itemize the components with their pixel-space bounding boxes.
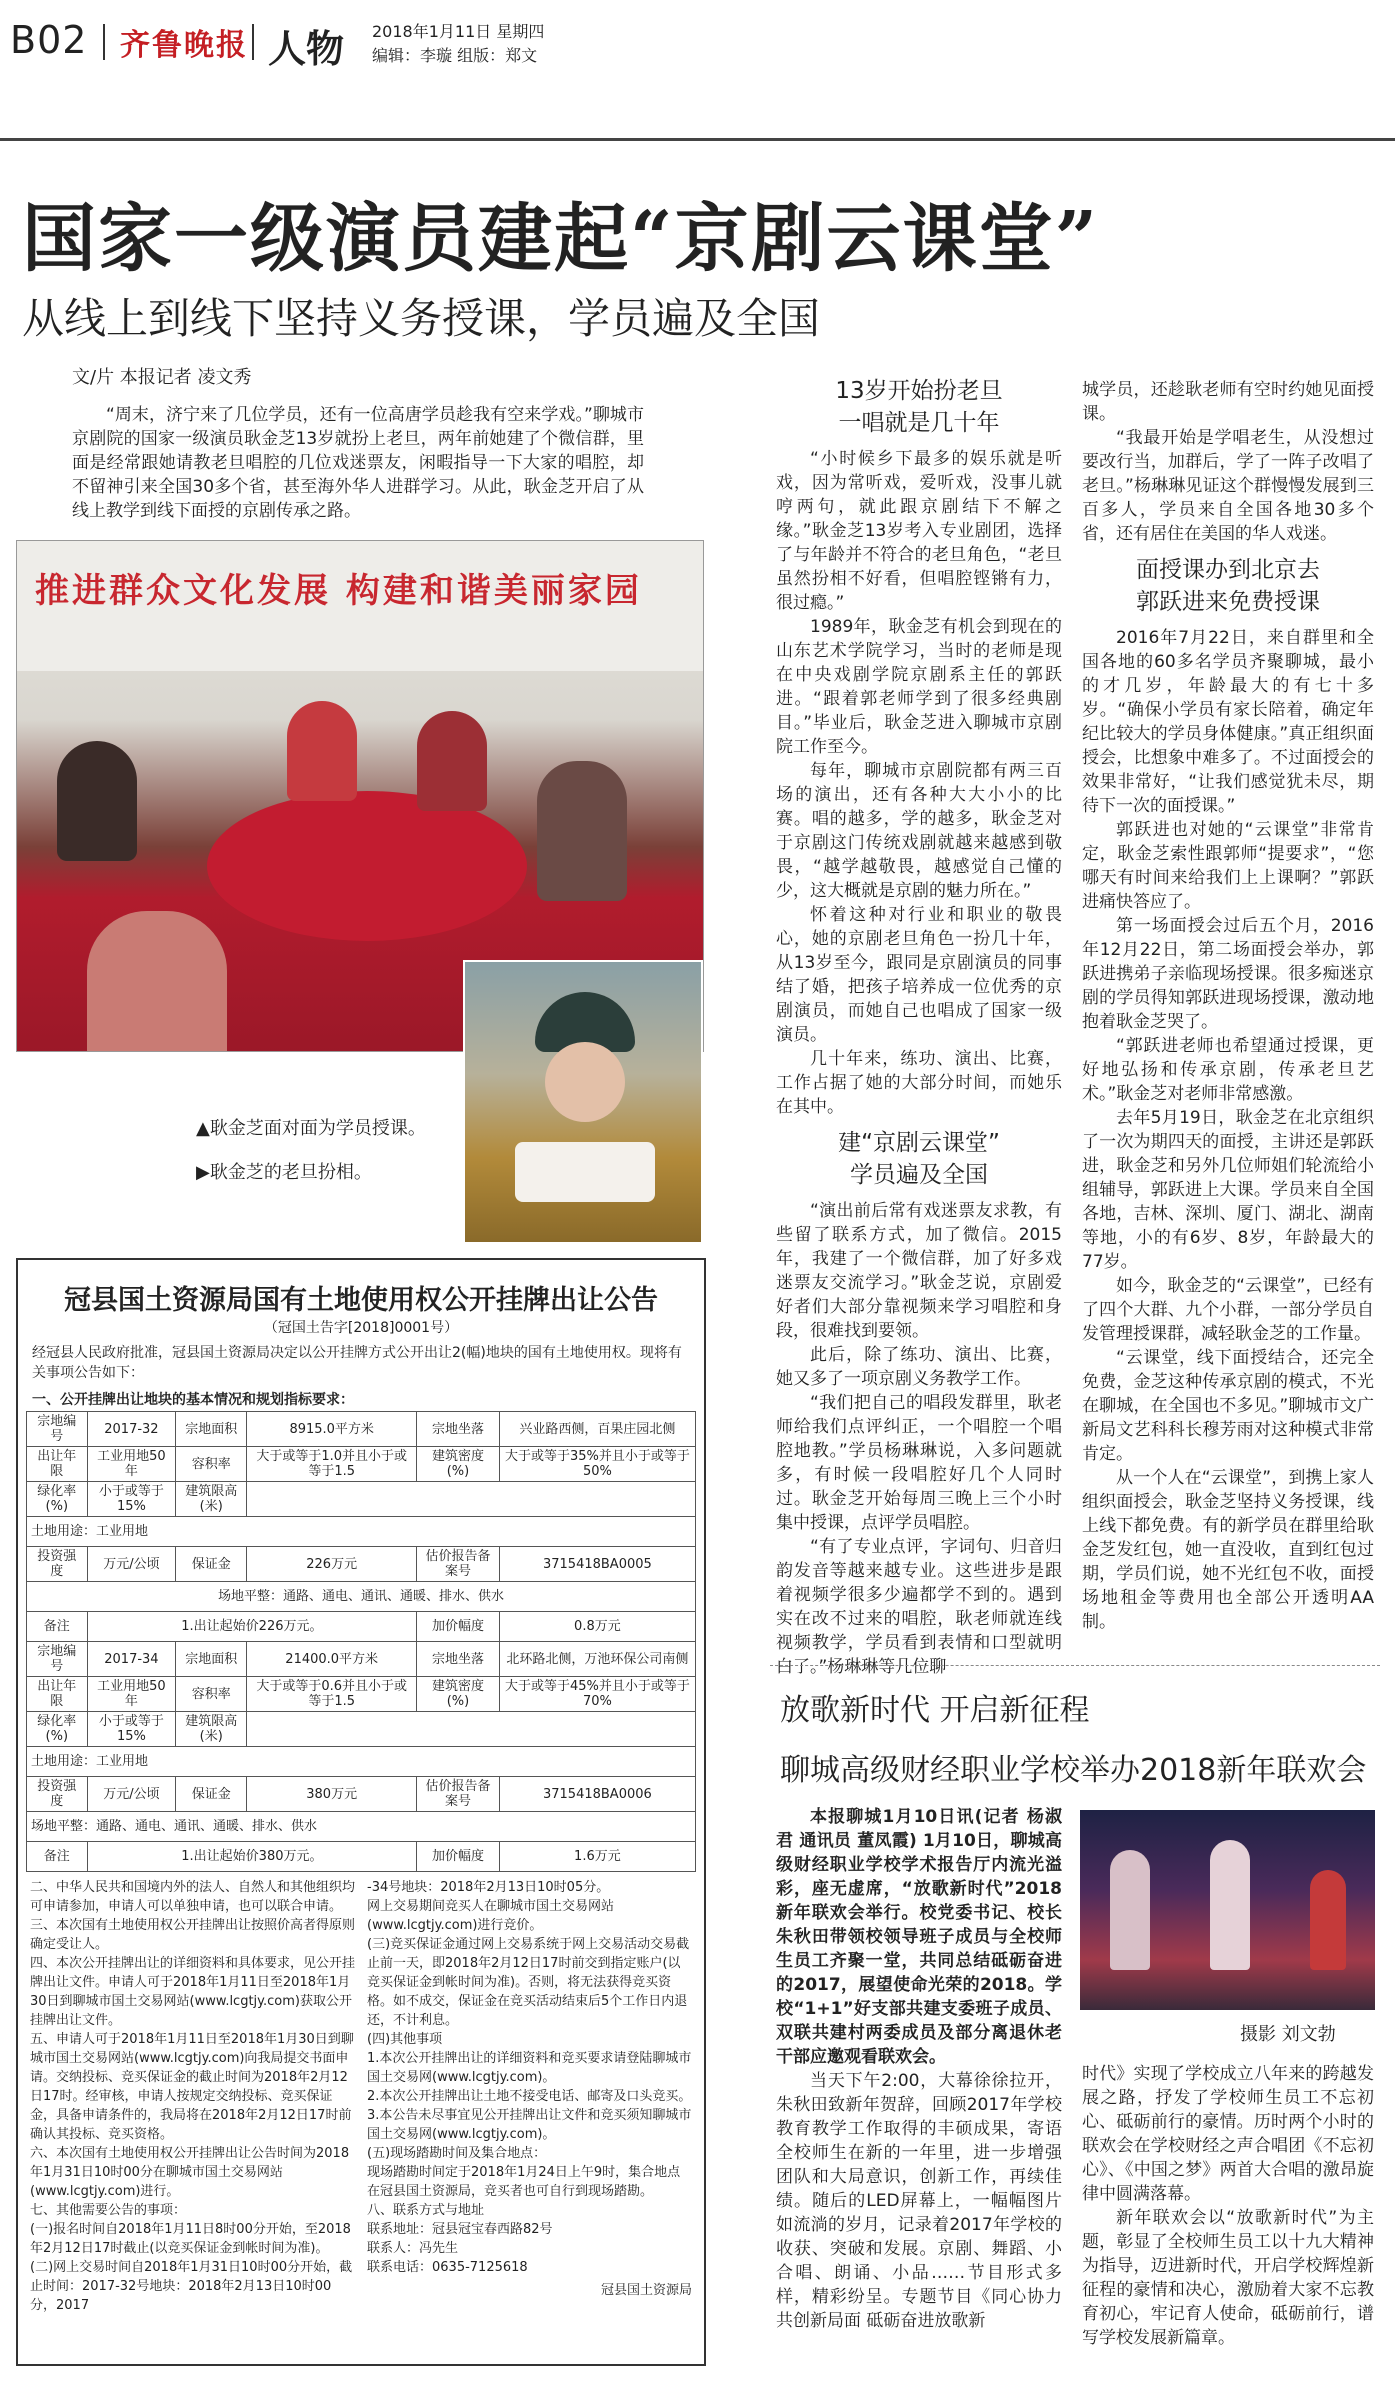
cell: 投资强度 xyxy=(27,1547,88,1582)
cell: 1.出让起始价380万元。 xyxy=(87,1842,417,1872)
cell: 工业用地50年 xyxy=(87,1447,176,1482)
article2-subtitle: 聊城高级财经职业学校举办2018新年联欢会 xyxy=(780,1753,1367,1788)
notice-line: (一)报名时间自2018年1月11日8时00分开始，至2018年2月12日17时截止(以竞买保证金到帐时间为准)。 xyxy=(30,2222,351,2256)
section-heading xyxy=(776,1127,1062,1191)
notice-section-heading: 一、公开挂牌出让地块的基本情况和规划指标要求： xyxy=(32,1392,354,1408)
paragraph: 城学员，还趁耿老师有空时约她见面授课。 xyxy=(1082,380,1374,424)
notice-intro: 经冠县人民政府批准，冠县国土资源局决定以公开挂牌方式公开出让2(幅)地块的国有土地使用权。现将有关事项公告如下： xyxy=(32,1345,682,1381)
parcel-table xyxy=(26,1411,696,1872)
cell: 投资强度 xyxy=(27,1777,88,1812)
dancer xyxy=(1210,1840,1250,1970)
page-code: B02 xyxy=(10,18,88,62)
heading-line: 学员遍及全国 xyxy=(850,1162,988,1188)
notice-line: 联系电话：0635-7125618 xyxy=(367,2260,528,2275)
cell: 兴业路西侧，百果庄园北侧 xyxy=(499,1412,695,1447)
paragraph: “小时候乡下最多的娱乐就是听戏，因为常听戏，爱听戏，没事儿就哼两句，就此跟京剧结下不解之缘。”耿金芝13岁考入专业剧团，选择了与年龄并不符合的老旦角色，“老旦虽然扮相不好看，但唱腔铿锵有力，很过瘾。” xyxy=(776,449,1062,613)
cell: 绿化率(%) xyxy=(27,1482,88,1517)
cell: 226万元 xyxy=(247,1547,417,1582)
cell: 北环路北侧，万池环保公司南侧 xyxy=(499,1642,695,1677)
photo-caption: ▲耿金芝面对面为学员授课。 xyxy=(196,1118,426,1139)
cell: 建筑限高(米) xyxy=(176,1482,247,1517)
notice-line: 八、联系方式与地址 xyxy=(367,2203,485,2218)
cell: 3715418BA0006 xyxy=(499,1777,695,1812)
cell: 出让年限 xyxy=(27,1677,88,1712)
paragraph: 第一场面授会过后五个月，2016年12月22日，第二场面授会举办，郭跃进携弟子亲临现场授课。很多痴迷京剧的学员得知郭跃进现场授课，激动地抱着耿金芝哭了。 xyxy=(1082,916,1374,1032)
portrait-photo xyxy=(463,960,703,1244)
cell: 宗地坐落 xyxy=(417,1412,500,1447)
cell: 绿化率(%) xyxy=(27,1712,88,1747)
cell: 工业用地50年 xyxy=(87,1677,176,1712)
cell: 估价报告备案号 xyxy=(417,1777,500,1812)
notice-line: 六、本次国有土地使用权公开挂牌出让公告时间为2018年1月31日10时00分在聊城市国土交易网站(www.lcgtjy.com)进行。 xyxy=(30,2146,350,2199)
cell xyxy=(247,1712,696,1747)
cell: 大于或等于0.6并且小于或等于1.5 xyxy=(247,1677,417,1712)
notice-line: 三、本次国有土地使用权公开挂牌出让按照价高者得原则确定受让人。 xyxy=(30,1918,356,1952)
cell: 土地用途：工业用地 xyxy=(27,1517,696,1547)
section-heading xyxy=(1082,554,1374,618)
section-heading xyxy=(776,375,1062,439)
cell: 万元/公顷 xyxy=(87,1777,176,1812)
section-divider xyxy=(770,1665,1380,1666)
editor-credit: 编辑：李璇 组版：郑文 xyxy=(372,46,538,65)
article-column-2 xyxy=(1082,378,1374,1634)
issue-date: 2018年1月11日 星期四 xyxy=(372,22,545,41)
cell: 加价幅度 xyxy=(417,1842,500,1872)
cell: 加价幅度 xyxy=(417,1612,500,1642)
paragraph: “我们把自己的唱段发群里，耿老师给我们点评纠正，一个唱腔一个唱腔地教。”学员杨琳琳说，入多问题就多，有时候一段唱腔好几个人同时过。耿金芝开始每周三晚上三个小时集中授课，点评学员唱腔。 xyxy=(776,1393,1062,1533)
notice-line: 二、中华人民共和国境内外的法人、自然人和其他组织均可申请参加，申请人可以单独申请，也可以联合申请。 xyxy=(30,1880,356,1914)
dancer xyxy=(1310,1870,1346,1970)
article-column-1 xyxy=(776,375,1062,1679)
cell: 380万元 xyxy=(247,1777,417,1812)
heading-line: 建“京剧云课堂” xyxy=(838,1130,1000,1156)
notice-line: 联系地址：冠县冠宝春西路82号 xyxy=(367,2222,553,2237)
cell: 容积率 xyxy=(176,1447,247,1482)
header-meta xyxy=(372,20,544,68)
table-cloth xyxy=(207,791,527,941)
subheadline: 从线上到线下坚持义务授课，学员遍及全国 xyxy=(22,294,821,343)
body-text xyxy=(1082,626,1374,1634)
notice-footer-left xyxy=(30,1878,355,2315)
paragraph: “有了专业点评，字词句、归音归韵发音等越来越专业。这些进步是跟着视频学很多少遍都学不到的。遇到实在改不过来的唱腔，耿老师就连线视频教学，学员看到表情和口型就明白了。”杨琳琳等几位聊 xyxy=(776,1537,1062,1677)
paragraph: 怀着这种对行业和职业的敬畏心，她的京剧老旦角色一扮几十年，从13岁至今，跟同是京剧演员的同事结了婚，把孩子培养成一位优秀的京剧演员，而她自己也唱成了国家一级演员。 xyxy=(776,905,1062,1045)
cell: 出让年限 xyxy=(27,1447,88,1482)
notice-footer-right xyxy=(367,1878,692,2315)
heading-line: 13岁开始扮老旦 xyxy=(835,378,1003,404)
paragraph: 当天下午2:00，大幕徐徐拉开，朱秋田致新年贺辞，回顾2017年学校教育教学工作取得的丰硕成果，寄语全校师生在新的一年里，进一步增强团队和大局意识，创新工作，再续佳绩。随后的LED屏幕上，一幅幅图片如流淌的岁月，记录着2017年学校的收获、突破和发展。京剧、舞蹈、小合唱、朗诵、小品……节目形式多样，精彩纷呈。专题节目《同心协力共创新局面 砥砺奋进放歌新 xyxy=(776,2071,1062,2331)
paragraph: “郭跃进老师也希望通过授课，更好地弘扬和传承京剧，传承老旦艺术。”耿金芝对老师非常感激。 xyxy=(1082,1036,1374,1104)
paragraph: 1989年，耿金芝有机会到现在的山东艺术学院学习，当时的老师是现在中央戏剧学院京剧系主任的郭跃进。“跟着郭老师学到了很多经典剧目。”毕业后，耿金芝进入聊城市京剧院工作至今。 xyxy=(776,617,1062,757)
cell: 土地用途：工业用地 xyxy=(27,1747,696,1777)
cell: 场地平整：通路、通电、通讯、通暖、排水、供水 xyxy=(27,1582,696,1612)
notice-line: (五)现场踏勘时间及集合地点： xyxy=(367,2146,547,2161)
person xyxy=(57,741,137,861)
notice-line: 七、其他需要公告的事项： xyxy=(30,2203,187,2218)
cell: 小于或等于15% xyxy=(87,1712,176,1747)
notice-line: 网上交易期间竞买人在聊城市国土交易网站(www.lcgtjy.com)进行竞价。 xyxy=(367,1899,615,1933)
notice-line: 1.本次公开挂牌出让的详细资料和竞买要求请登陆聊城市国土交易网(www.lcgtjy.com)。 xyxy=(367,2051,692,2085)
notice-line: 3.本公告未尽事宜见公开挂牌出让文件和竞买须知聊城市国土交易网(www.lcgtjy.com)。 xyxy=(367,2108,692,2142)
cell: 宗地编号 xyxy=(27,1412,88,1447)
cell: 8915.0平方米 xyxy=(247,1412,417,1447)
notice-number: （冠国土告字[2018]0001号） xyxy=(263,1320,459,1336)
notice-line: (四)其他事项 xyxy=(367,2032,443,2047)
heading-line: 面授课办到北京去 xyxy=(1136,557,1320,583)
cell: 大于或等于45%并且小于或等于70% xyxy=(499,1677,695,1712)
paragraph: 从一个人在“云课堂”，到携上家人组织面授会，耿金芝坚持义务授课，线上线下都免费。有的新学员在群里给耿金芝发红包，她一直没收，直到红包过期，学员们说，她不光红包不收，面授场地租金等费用也全部公开透明AA制。 xyxy=(1082,1468,1374,1632)
photo-caption: ▶耿金芝的老旦扮相。 xyxy=(196,1162,372,1183)
paragraph: 2016年7月22日，来自群里和全国各地的60多名学员齐聚聊城，最小的才几岁，年龄最大的有七十多岁。“确保小学员有家长陪着，确定年纪比较大的学员身体健康。”真正组织面授会，比想象中难多了。不过面授会的效果非常好，“让我们感觉犹未尽，期待下一次的面授课。” xyxy=(1082,628,1374,816)
cell: 0.8万元 xyxy=(499,1612,695,1642)
paragraph: 如今，耿金芝的“云课堂”，已经有了四个大群、九个小群，一部分学员自发管理授课群，减轻耿金芝的工作量。 xyxy=(1082,1276,1374,1344)
body-text xyxy=(1082,378,1374,546)
cell: 备注 xyxy=(27,1842,88,1872)
paragraph: “演出前后常有戏迷票友求教，有些留了联系方式，加了微信。2015年，我建了一个微信群，加了好多戏迷票友交流学习。”耿金芝说，京剧爱好者们大部分靠视频来学习唱腔和身段，很难找到要领。 xyxy=(776,1201,1062,1341)
paragraph: 去年5月19日，耿金芝在北京组织了一次为期四天的面授，主讲还是郭跃进，耿金芝和另外几位师姐们轮流给小组辅导，郭跃进上大课。学员来自全国各地，吉林、深圳、厦门、湖北、湖南等地，小的有6岁、8岁，年龄最大的77岁。 xyxy=(1082,1108,1374,1272)
cell: 备注 xyxy=(27,1612,88,1642)
byline: 文/片 本报记者 凌文秀 xyxy=(72,367,252,388)
land-notice xyxy=(16,1258,706,2366)
notice-signature: 冠县国土资源局 xyxy=(600,2283,692,2298)
paragraph: “我最开始是学唱老生，从没想过要改行当，加群后，学了一阵子改唱了老旦。”杨琳琳见证这个群慢慢发展到三百多人，学员来自全国各地30多个省，还有居住在美国的华人戏迷。 xyxy=(1082,428,1374,544)
cell: 小于或等于15% xyxy=(87,1482,176,1517)
cell: 宗地面积 xyxy=(176,1642,247,1677)
header-rule xyxy=(0,138,1395,141)
lead-paragraph xyxy=(72,403,644,523)
body-text xyxy=(776,1199,1062,1679)
person xyxy=(87,911,227,1052)
cell: 建筑密度(%) xyxy=(417,1447,500,1482)
paragraph: 本报聊城1月10日讯(记者 杨淑君 通讯员 董凤霞) 1月10日，聊城高级财经职业学校学术报告厅内流光溢彩，座无虚席，“放歌新时代”2018新年联欢会举行。校党委书记、校长朱秋田带领校领导班子成员与全校师生员工齐聚一堂，共同总结砥砺奋进的2017，展望使命光荣的2018。学校“1+1”好支部共建支委班子成员、双联共建村两委成员及部分离退休老干部应邀观看联欢会。 xyxy=(776,1807,1062,2067)
cell: 万元/公顷 xyxy=(87,1547,176,1582)
headline: 国家一级演员建起“京剧云课堂” xyxy=(22,196,1100,282)
notice-line: 五、申请人可于2018年1月11日至2018年1月30日到聊城市国土交易网站(www.lcgtjy.com)向我局提交书面申请。交纳投标、竞买保证金的截止时间为2018年2月12日17时。经审核，申请人按规定交纳投标、竞买保证金，具备申请条件的，我局将在2018年2月12日17时前确认其投标、竞买资格。 xyxy=(30,2032,354,2142)
cell: 21400.0平方米 xyxy=(247,1642,417,1677)
heading-line: 一唱就是几十年 xyxy=(838,410,1000,436)
cell: 1.出让起始价226万元。 xyxy=(87,1612,417,1642)
body-text xyxy=(776,447,1062,1119)
lead-text: “周末，济宁来了几位学员，还有一位高唐学员趁我有空来学戏。”聊城市京剧院的国家一级演员耿金芝13岁就扮上老旦，两年前她建了个微信群，里面是经常跟她请教老旦唱腔的几位戏迷票友，闲暇指导一下大家的唱腔，却不留神引来全国30多个省，甚至海外华人进群学习。从此，耿金芝开启了从线上教学到线下面授的京剧传承之路。 xyxy=(72,405,644,521)
person xyxy=(287,701,357,801)
paragraph: 时代》实现了学校成立八年来的跨越发展之路，抒发了学校师生员工不忘初心、砥砺前行的豪情。历时两个小时的联欢会在学校财经之声合唱团《不忘初心》、《中国之梦》两首大合唱的激昂旋律中圆满落幕。 xyxy=(1082,2064,1374,2204)
cell: 宗地面积 xyxy=(176,1412,247,1447)
sleeves xyxy=(515,1142,655,1202)
cell: 2017-32 xyxy=(87,1412,176,1447)
face xyxy=(545,1042,625,1122)
photo-credit: 摄影 刘文勃 xyxy=(1240,2024,1336,2045)
notice-line: (二)网上交易时间自2018年1月31日10时00分开始，截止时间：2017-32号地块：2018年2月13日10时00分，2017 xyxy=(30,2260,353,2313)
person xyxy=(537,761,627,901)
notice-line: (三)竞买保证金通过网上交易系统于网上交易活动交易截止前一天，即2018年2月12日17时前交到指定账户(以竞买保证金到帐时间为准)。否则，将无法获得竞买资格。如不成交，保证金在竞买活动结束后5个工作日内退还，不计利息。 xyxy=(367,1937,690,2028)
heading-line: 郭跃进来免费授课 xyxy=(1136,589,1320,615)
section-name: 人物 xyxy=(268,26,345,71)
notice-line: 四、本次公开挂牌出让的详细资料和具体要求，见公开挂牌出让文件。申请人可于2018年1月11日至2018年1月30日到聊城市国土交易网站(www.lcgtjy.com)获取公开挂牌出让文件。 xyxy=(30,1956,356,2028)
person xyxy=(417,711,487,811)
cell: 宗地坐落 xyxy=(417,1642,500,1677)
cell: 2017-34 xyxy=(87,1642,176,1677)
notice-line: 现场踏勘时间定于2018年1月24日上午9时，集合地点在冠县国土资源局，竞买者也可自行到现场踏勘。 xyxy=(367,2165,681,2199)
header-divider xyxy=(103,24,105,60)
notice-line: 2.本次公开挂牌出让土地不接受电话、邮寄及口头竞买。 xyxy=(367,2089,692,2104)
cell: 保证金 xyxy=(176,1777,247,1812)
article2-column-1 xyxy=(776,1805,1062,2333)
cell: 建筑限高(米) xyxy=(176,1712,247,1747)
cell: 3715418BA0005 xyxy=(499,1547,695,1582)
cell: 估价报告备案号 xyxy=(417,1547,500,1582)
gala-photo xyxy=(1080,1810,1375,2010)
notice-footer xyxy=(18,1874,704,2319)
notice-title: 冠县国土资源局国有土地使用权公开挂牌出让公告 xyxy=(64,1285,658,1316)
cell: 1.6万元 xyxy=(499,1842,695,1872)
paragraph: 每年，聊城市京剧院都有两三百场的演出，还有各种大大小小的比赛。唱的越多，学的越多，耿金芝对于京剧这门传统戏剧就越来越感到敬畏，“越学越敬畏，越感觉自己懂的少，这大概就是京剧的魅力所在。” xyxy=(776,761,1062,901)
notice-line: 联系人：冯先生 xyxy=(367,2241,459,2256)
notice-line: -34号地块：2018年2月13日10时05分。 xyxy=(367,1880,610,1895)
paragraph: 此后，除了练功、演出、比赛，她又多了一项京剧义务教学工作。 xyxy=(776,1345,1062,1389)
cell: 大于或等于35%并且小于或等于50% xyxy=(499,1447,695,1482)
paper-logo: 齐鲁晚报 xyxy=(120,28,248,63)
cell: 容积率 xyxy=(176,1677,247,1712)
header-divider xyxy=(252,24,254,60)
cell: 大于或等于1.0并且小于或等于1.5 xyxy=(247,1447,417,1482)
paragraph: “云课堂，线下面授结合，还完全免费，金芝这种传承京剧的模式，不光在聊城，在全国也不多见。”聊城市文广新局文艺科科长穆芳雨对这种模式非常肯定。 xyxy=(1082,1348,1374,1464)
article2-column-2 xyxy=(1082,2062,1374,2350)
article2-title: 放歌新时代 开启新征程 xyxy=(780,1693,1090,1728)
paragraph: 几十年来，练功、演出、比赛，工作占据了她的大部分时间，而她乐在其中。 xyxy=(776,1049,1062,1117)
cell: 保证金 xyxy=(176,1547,247,1582)
wall-banner: 推进群众文化发展 构建和谐美丽家园 xyxy=(35,571,642,611)
paragraph: 新年联欢会以“放歌新时代”为主题，彰显了全校师生员工以十九大精神为指导，迈进新时代，开启学校辉煌新征程的豪情和决心，激励着大家不忘教育初心，牢记育人使命，砥砺前行，谱写学校发展新篇章。 xyxy=(1082,2208,1374,2348)
cell: 建筑密度(%) xyxy=(417,1677,500,1712)
cell xyxy=(247,1482,696,1517)
cell: 宗地编号 xyxy=(27,1642,88,1677)
dancer xyxy=(1110,1850,1150,1970)
paragraph: 郭跃进也对她的“云课堂”非常肯定，耿金芝索性跟郭师“提要求”，“您哪天有时间来给我们上上课啊？”郭跃进痛快答应了。 xyxy=(1082,820,1374,912)
cell: 场地平整：通路、通电、通讯、通暖、排水、供水 xyxy=(27,1812,696,1842)
